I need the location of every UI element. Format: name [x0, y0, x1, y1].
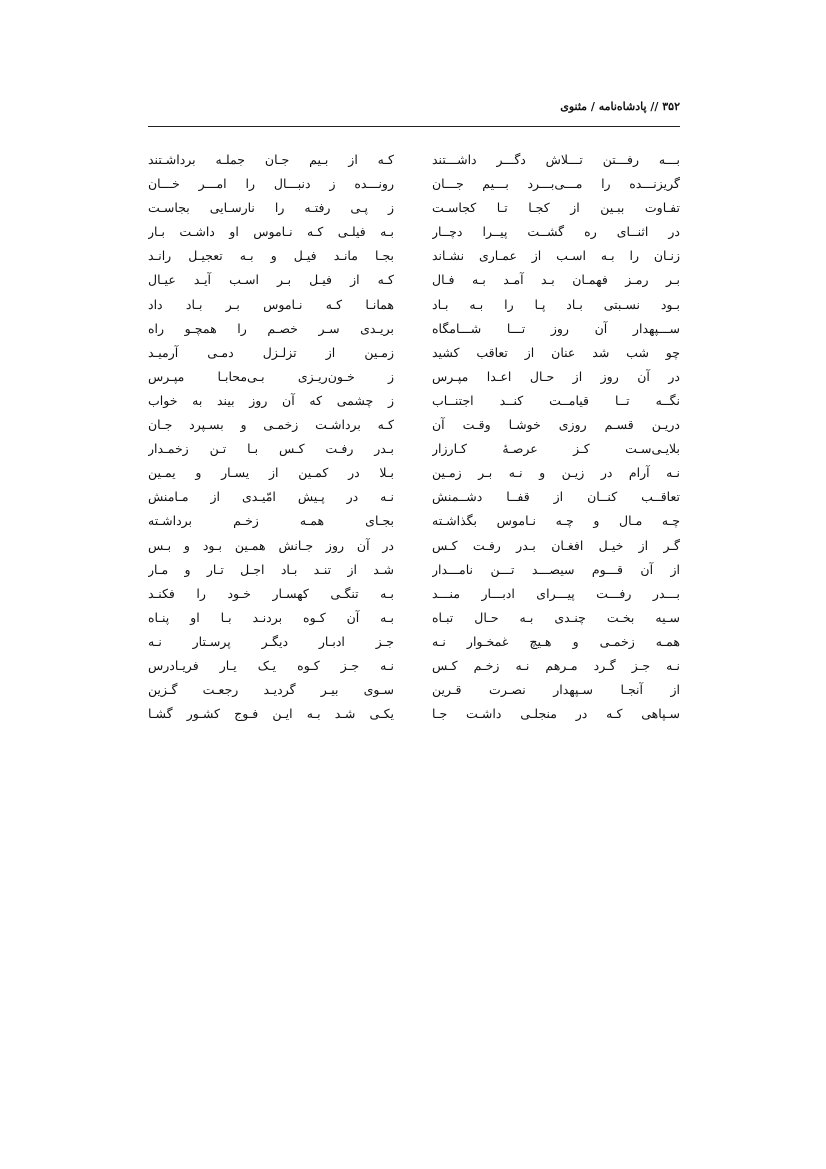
verse-line-left: رونـــده ز دنبـــال را امـــر خـــان	[148, 176, 394, 192]
verse-line-right: بـــدر رفـــت پیـــرای ادبـــار منـــد	[432, 585, 680, 601]
verse-line-left: بـلا در کمـین از یسـار و یمـین	[148, 465, 394, 481]
running-head: ۳۵۲ // پادشاه‌نامه / مثنوی	[560, 100, 680, 113]
verse-line-right: بـر رمـز فهمـان بـد آمـد بـه فـال	[432, 272, 680, 288]
verse-line-right: نـه جـز گـرد مـرهم نـه زخـم کـس	[432, 657, 680, 673]
verse-line-left: بریـدی سـر خصـم را همچـو راه	[148, 320, 394, 336]
verse-line-right: از آن قـــوم سیصـــد تـــن نامـــدار	[432, 561, 680, 577]
verse-line-right: در آن روز از حـال اعـدا مپـرس	[432, 368, 680, 384]
verse-line-left: بـه فیلـی کـه نـاموس او داشـت بـار	[148, 224, 394, 240]
verse-line-left: ز چشمی که آن روز بیند به خواب	[148, 392, 394, 408]
verse-line-right: همـه زخمـی و هـیچ غمخـوار نـه	[432, 633, 680, 649]
verse-line-right: گـر از خیـل افغـان بـدر رفـت کـس	[432, 537, 680, 553]
verse-line-left: بـه تنگـی کهسـار خـود را فکنـد	[148, 585, 394, 601]
verse-line-right: چـه مـال و چـه نـاموس بگذاشـته	[432, 513, 680, 529]
verse-line-right: سـپاهی کـه در منجلـی داشـت جـا	[432, 706, 680, 722]
verse-line-left: کـه از بـیم جـان جملـه برداشـتند	[148, 152, 394, 167]
verse-line-right: تفـاوت ببـین از کجـا تـا کجاسـت	[432, 200, 680, 216]
verse-line-left: یکـی شـد بـه ایـن فـوج کشـور گشـا	[148, 706, 394, 722]
verse-line-right: بـود نسـبتی بـاد پـا را بـه بـاد	[432, 296, 680, 312]
verse-line-left: شـد از تنـد بـاد اجـل تـار و مـار	[148, 561, 394, 577]
verse-line-left: کـه از فیـل بـر اسـب آیـد عیـال	[148, 272, 394, 288]
verse-line-right: دریـن قسـم روزی خوشـا وقـت آن	[432, 417, 680, 433]
verse-line-left: نـه جـز کـوه یـک یـار فریـادرس	[148, 657, 394, 673]
verse-line-right: گریزنـــده را مـــی‌بـــرد بـــیم جـــان	[432, 176, 680, 192]
verse-line-left: ز خـون‌ریـزی بـی‌محابـا مپـرس	[148, 368, 394, 384]
verse-line-left: نـه در پـیش امّیـدی از مـامنش	[148, 489, 394, 505]
verse-line-right: سـیه بخـت چنـدی بـه حـال تبـاه	[432, 609, 680, 625]
verse-line-right: نـه آرام در زیـن و نـه بـر زمـین	[432, 465, 680, 481]
verse-line-right: بلایـی‌سـت کـز عرصـهٔ کـارزار	[432, 441, 680, 457]
verse-line-left: جـز ادبـار دیگـر پرسـتار نـه	[148, 633, 394, 649]
verse-column-right	[432, 148, 680, 726]
verse-line-right: بـــه رفـــتن تـــلاش دگـــر داشـــتند	[432, 152, 680, 167]
verse-line-left: کـه برداشـت زخمـی و بسـپرد جـان	[148, 417, 394, 433]
verse-line-right: تعاقــب کنــان از قفــا دشــمنش	[432, 489, 680, 505]
verse-line-left: بـدر رفـت کـس بـا تـن زخمـدار	[148, 441, 394, 457]
verse-column-left	[148, 148, 394, 726]
verse-line-left: بـه آن کـوه بردنـد بـا او پنـاه	[148, 609, 394, 625]
verse-line-right: نگــه تــا قیامــت کنــد اجتنــاب	[432, 392, 680, 408]
verse-line-right: زنـان را بـه اسـب از عمـاری نشـاند	[432, 248, 680, 264]
verse-line-left: بجـا مانـد فیـل و بـه تعجیـل رانـد	[148, 248, 394, 264]
verse-line-left: در آن روز جـانش همـین بـود و بـس	[148, 537, 394, 553]
verse-line-left: بجـای همـه زخـم برداشـته	[148, 513, 394, 529]
verse-line-left: سـوی بیـر گردیـد رجعـت گـزین	[148, 682, 394, 698]
verse-line-right: از آنجـا سـپهدار نصـرت قـرین	[432, 682, 680, 698]
verse-line-right: چو شب شد عنان از تعاقب کشید	[432, 344, 680, 360]
verse-line-left: همانـا کـه نـاموس بـر بـاد داد	[148, 296, 394, 312]
verse-line-left: ز پـی رفتـه را نارسـایی بجاسـت	[148, 200, 394, 216]
verse-line-right: در اثنــای ره گشــت پیــرا دچــار	[432, 224, 680, 240]
verse-line-left: زمـین از تزلـزل دمـی آرمیـد	[148, 344, 394, 360]
verse-line-right: ســـپهدار آن روز تـــا شـــامگاه	[432, 320, 680, 336]
header-rule	[148, 126, 680, 127]
